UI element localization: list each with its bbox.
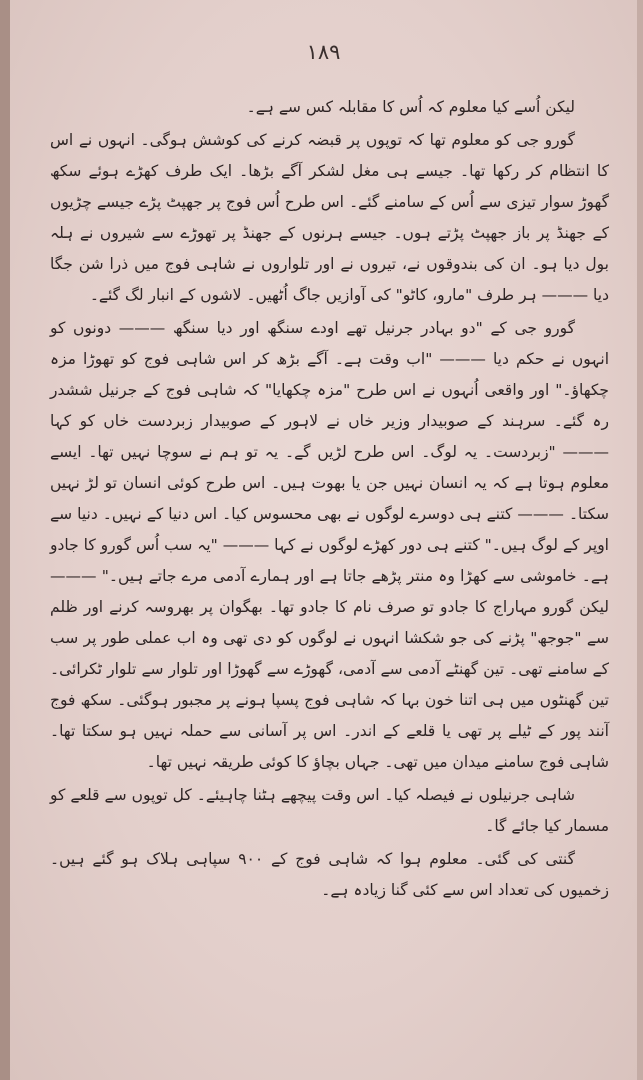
paragraph: گورو جی کے "دو بہادر جرنیل تھے اودے سنگھ اور دیا سنگھ ——— دونوں کو انہوں نے حکم دیا ——— "اب وقت ہے۔ آگے بڑھ کر اس شاہی فوج کو تھوڑا مزہ چکھاؤ۔" اور واقعی اُنہوں نے اس طرح "مزہ چکھایا" کہ شاہی فوج کے جرنیل ششدر رہ گئے۔ سرہند کے صوبیدار وزیر خاں نے لاہور کے صوبیدار زبردست خاں کو کہا ——— "زبردست۔ یہ لوگ۔ اس طرح لڑیں گے۔ یہ تو ہم نے سوچا نہیں تھا۔ ایسے معلوم ہوتا ہے کہ یہ انسان نہیں جن یا بھوت ہیں۔ اس طرح کوئی انسان تو لڑ نہیں سکتا۔ ——— کتنے ہی دوسرے لوگوں نے بھی محسوس کیا۔ اس دنیا کے نہیں۔ دنیا سے اوپر کے لوگ ہیں۔" کتنے ہی دور کھڑے لوگوں نے کہا ——— "یہ سب اُس گورو کا جادو ہے۔ خاموشی سے کھڑا وہ منتر پڑھے جاتا ہے اور ہمارے آدمی مرے جاتے ہیں۔" ——— لیکن گورو مہاراج کا جادو تو صرف نام کا جادو تھا۔ بھگوان پر بھروسہ کرنے اور ظلم سے "جوجھ" پڑنے کی جو شکشا انہوں نے لوگوں کو دی تھی وہ اب عملی طور پر سب کے سامنے تھی۔ تین گھنٹے آدمی سے آدمی، گھوڑے سے گھوڑا اور تلوار سے تلوار ٹکرائی۔ تین گھنٹوں میں ہی اتنا خون بہا کہ شاہی فوج پسپا ہونے پر مجبور ہوگئی۔ سکھ فوج آنند پور کے ٹیلے پر تھی یا قلعے کے اندر۔ اس پر آسانی سے حملہ نہیں ہو سکتا تھا۔ شاہی فوج سامنے میدان میں تھی۔ جہاں بچاؤ کا کوئی طریقہ نہیں تھا۔ [50, 319, 609, 771]
page-number: ۱۸۹ [306, 40, 341, 64]
paragraph: گنتی کی گئی۔ معلوم ہوا کہ شاہی فوج کے ۹۰۰ سپاہی ہلاک ہو گئے ہیں۔ زخمیوں کی تعداد اس سے کئی گنا زیادہ ہے۔ [50, 850, 609, 899]
paragraph: لیکن اُسے کیا معلوم کہ اُس کا مقابلہ کس سے ہے۔ [246, 98, 575, 116]
page-text [50, 92, 609, 906]
paragraph: شاہی جرنیلوں نے فیصلہ کیا۔ اس وقت پیچھے ہٹنا چاہیئے۔ کل توپوں سے قلعے کو مسمار کیا جائے گا۔ [50, 786, 609, 835]
paragraph: گورو جی کو معلوم تھا کہ توپوں پر قبضہ کرنے کی کوشش ہوگی۔ انہوں نے اس کا انتظام کر رکھا تھا۔ جیسے ہی مغل لشکر آگے بڑھا۔ ایک طرف کھڑے ہوئے سکھ گھوڑ سوار تیزی سے اُس کے سامنے گئے۔ اس طرح اُس فوج پر جھپٹ پڑے جیسے چڑیوں کے جھنڈ پر باز جھپٹ پڑتے ہوں۔ جیسے ہرنوں کے جھنڈ پر تھوڑے سے شیروں نے ہلہ بول دیا ہو۔ ان کی بندوقوں نے، تیروں نے اور تلواروں نے شاہی فوج میں ذرا شن جگا دیا ——— ہر طرف "مارو، کاٹو" کی آوازیں جاگ اُٹھیں۔ لاشوں کے انبار لگ گئے۔ [50, 131, 609, 304]
